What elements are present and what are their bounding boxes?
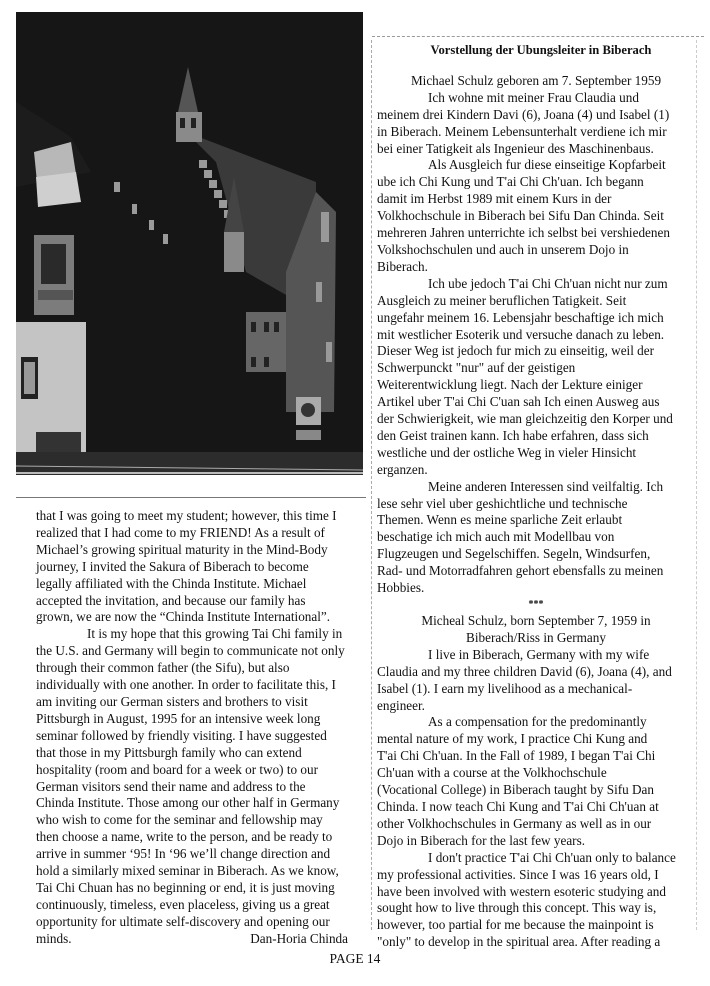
text-line: legally affiliated with the Chinda Institute. Michael [36, 575, 307, 591]
text-line: Isabel (1). I earn my livelihood as a mechanical- [377, 680, 633, 696]
text-line: erganzen. [377, 461, 428, 477]
text-line: German visitors send their name and address to the [36, 778, 306, 794]
text-line: Volkshochschulen und auch in unserem Dojo in [377, 241, 629, 257]
text-line: der Schwierigkeit, wie man gleichzeitig den Korper und [377, 411, 673, 427]
text-line: Ausgleich zu meiner beruflichen Tatigkeit. Seit [377, 292, 627, 308]
text-line: mit westlicher Esoterik und versuche danach zu leben. [377, 326, 665, 342]
text-line: den Geist trainen kann. Ich habe erfahren, dass sich [377, 427, 649, 443]
article-body-text [36, 508, 356, 948]
text-line: however, too partial for me because the mainpoint is [377, 917, 654, 933]
text-line: As a compensation for the predominantly [428, 714, 647, 730]
photo-divider-line [16, 497, 366, 498]
text-line: accepted the invitation, and because our family has [36, 592, 306, 608]
text-line: sought how to live through this concept. This way is, [377, 900, 657, 916]
text-line: Chinda. I now teach Chi Kung and T'ai Chi Ch'uan at [377, 798, 659, 814]
column-divider-left [371, 40, 372, 930]
column-divider-right [696, 40, 697, 930]
text-line: minds. [36, 930, 72, 946]
text-line: Chinda Institute. Those among our other half in Germany [36, 795, 340, 811]
text-line: my professional activities. Since I was 16 years old, I [377, 866, 659, 882]
text-line: Weiterentwicklung liegt. Nach der Lekture einiger [377, 377, 643, 393]
text-line: Pittsburgh in August, 1995 for an intensive week long [36, 710, 321, 726]
text-line: I live in Biberach, Germany with my wife [428, 646, 650, 662]
section-separator: *** [528, 599, 544, 610]
text-line: ungefahr meinem 16. Lebensjahr beschaftige ich mich [377, 309, 664, 325]
text-line: Artikel uber T'ai Chi C'uan sah Ich einen Ausweg aus [377, 394, 660, 410]
text-line: It is my hope that this growing Tai Chi family in [87, 626, 343, 642]
text-line: Schwerpunckt "nur" auf der geistigen [377, 360, 576, 376]
text-line: Volkhochschule in Biberach bei Sifu Dan Chinda. Seit [377, 208, 664, 224]
text-line: then choose a name, write to the person, and be ready to [36, 829, 333, 845]
text-line: beschatige ich mich auch mit Modellbau von [377, 529, 615, 545]
text-line: T'ai Chi Ch'uan. In the Fall of 1989, I began T'ai Chi [377, 748, 656, 764]
text-line: "only" to develop in the spiritual area. After reading a [377, 934, 661, 950]
text-line: continuously, timeless, even placeless, giving us a great [36, 896, 330, 912]
text-line: Biberach/Riss in Germany [466, 629, 606, 645]
text-line: Michael Schulz geboren am 7. September 1959 [410, 72, 662, 88]
text-line: other Volkhochschules in Germany as well as in our [377, 815, 652, 831]
text-line: Claudia and my three children David (6), Joana (4), and [377, 663, 672, 679]
text-line: westliche und der ostliche Weg in vieler Hinsicht [377, 444, 637, 460]
text-line: journey, I invited the Sakura of Biberach to become [36, 558, 309, 574]
text-line: through their common father (the Sifu), but also [36, 660, 290, 676]
text-line: arrive in summer ‘95! In ‘96 we’ll change direction and [36, 846, 331, 862]
text-line: hold a similarly mixed seminar in Biberach. As we know, [36, 863, 339, 879]
section-title: Vorstellung der Ubungsleiter in Biberach [430, 43, 652, 57]
text-line: the U.S. and Germany will begin to communicate not only [36, 643, 345, 659]
text-line: (Vocational College) in Biberach taught by Sifu Dan [377, 782, 654, 798]
text-line: engineer. [377, 697, 425, 713]
text-line: Michael’s growing spiritual maturity in the Mind-Body [36, 541, 328, 557]
text-line: Ich wohne mit meiner Frau Claudia und [428, 89, 639, 105]
text-line: Meine anderen Interessen sind veilfaltig. Ich [428, 478, 664, 494]
text-line: mehreren Jahren unterrichte ich selbst bei vershiedenen [377, 225, 670, 241]
german-english-profile-column [377, 42, 695, 951]
text-line: Dojo in Biberach for the last few years. [377, 832, 585, 848]
text-line: Flugzeugen und Segelschiffen. Segeln, Windsurfen, [377, 546, 651, 562]
text-line: Tai Chi Chuan has no beginning or end, it is just moving [36, 879, 335, 895]
text-line: Micheal Schulz, born September 7, 1959 in [421, 613, 651, 628]
text-line: meinem drei Kindern Davi (6), Joana (4) und Isabel (1) [377, 106, 670, 122]
street-photo [16, 12, 363, 475]
street-photo-illustration [16, 12, 363, 475]
text-line: bei einer Tatigkeit als Ingenieur des Maschinenbaus. [377, 140, 654, 156]
top-divider-line [372, 36, 704, 37]
text-line: damit im Herbst 1989 mit einem Kurs in der [377, 191, 612, 207]
text-line: seminar followed by friendly visiting. I have suggested [36, 727, 327, 743]
text-line: Rad- und Motorradfahren gehort ebensfalls zu meinen [377, 563, 664, 579]
text-line: in Biberach. Meinem Lebensunterhalt verdiene ich mir [377, 123, 667, 139]
text-line: Themen. Wenn es meine sparliche Zeit erlaubt [377, 512, 623, 528]
text-line: mental nature of my work, I practice Chi Kung and [377, 731, 648, 747]
text-line: Als Ausgleich fur diese einseitige Kopfarbeit [428, 157, 666, 173]
text-line: realized that I had come to my FRIEND! As a result of [36, 524, 325, 540]
german-profile-text [377, 73, 695, 597]
text-line: Dieser Weg ist jedoch fur mich zu einseitig, weil der [377, 343, 655, 359]
text-line: grown, we are now the “Chinda Institute International”. [36, 609, 331, 625]
text-line: that those in my Pittsburgh family who can extend [36, 744, 302, 760]
text-line: individually with one another. In order to facilitate this, I [36, 677, 336, 693]
text-line: Hobbies. [377, 580, 425, 596]
text-line: Biberach. [377, 258, 428, 274]
text-line: lese sehr viel uber geshichtliche und technische [377, 495, 628, 511]
text-line: ube ich Chi Kung und T'ai Chi Ch'uan. Ich begann [377, 174, 644, 190]
text-line: have been involved with western esoteric studying and [377, 883, 666, 899]
page-number: PAGE 14 [329, 951, 381, 966]
text-line: Ch'uan with a course at the Volkhochschule [377, 765, 607, 781]
english-profile-text [377, 613, 695, 951]
text-line: Ich ube jedoch T'ai Chi Ch'uan nicht nur zum [428, 275, 668, 291]
author-signature: Dan-Horia Chinda [250, 930, 348, 946]
text-line: that I was going to meet my student; however, this time I [36, 508, 337, 523]
text-line: opportunity for ultimate self-discovery and opening our [36, 913, 330, 929]
text-line: hospitality (room and board for a week or two) to our [36, 761, 318, 777]
text-line: am inviting our German sisters and brothers to visit [36, 693, 308, 709]
article-continuation-column [36, 508, 356, 948]
text-line: I don't practice T'ai Chi Ch'uan only to balance [428, 849, 676, 865]
text-line: who wish to come for the seminar and fellowship may [36, 812, 323, 828]
